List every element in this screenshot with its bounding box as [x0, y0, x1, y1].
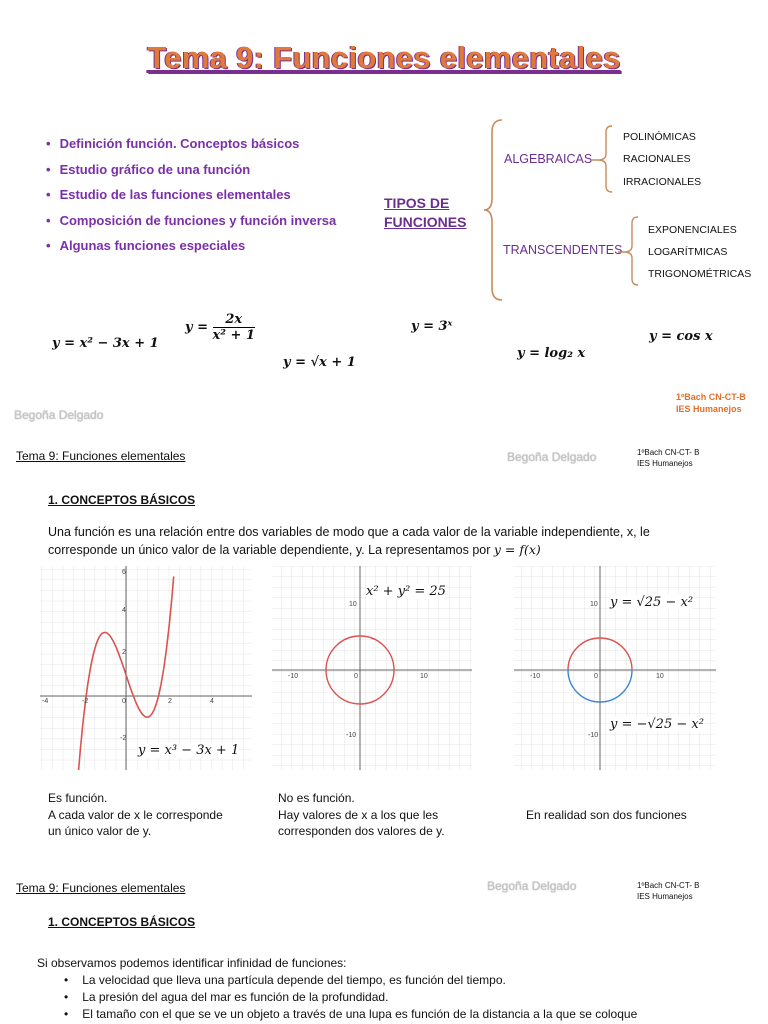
- slide-header-title: Tema 9: Funciones elementales: [16, 449, 186, 463]
- slide-author: Begoña Delgado: [507, 450, 597, 464]
- cubic-graph: [40, 566, 252, 770]
- section-heading: 1. CONCEPTOS BÁSICOS: [48, 915, 196, 929]
- tick-label: 0: [594, 673, 598, 680]
- list-item: • La velocidad que lleva una partícula depende del tiempo, es función del tiempo.: [58, 972, 637, 989]
- caption-two-functions: En realidad son dos funciones: [526, 808, 687, 822]
- tick-label: 4: [122, 607, 126, 614]
- tick-label: -10: [346, 732, 357, 739]
- tick-label: -10: [530, 673, 541, 680]
- tick-label: 10: [420, 673, 428, 680]
- algebraic-item: POLINÓMICAS: [623, 131, 696, 143]
- transcendent-item: EXPONENCIALES: [648, 224, 737, 236]
- tick-label: -4: [42, 698, 49, 705]
- tick-label: 2: [122, 649, 126, 656]
- tick-label: -10: [588, 732, 599, 739]
- intro-text: Si observamos podemos identificar infinidad de funciones:: [37, 956, 347, 970]
- tick-label: 10: [590, 601, 598, 608]
- formula-exponential: y = 3ˣ: [411, 319, 453, 334]
- definition-paragraph: Una función es una relación entre dos variables de modo que a cada valor de la variable independiente, x, le corresponde un único valor de la variable dependiente, y. La representamos por y = f(x): [48, 525, 650, 557]
- caption-not-function: No es función. Hay valores de x a los que les corresponden dos valores de y.: [278, 791, 445, 838]
- tick-label: 2: [168, 698, 172, 705]
- list-item: • La presión del agua del mar es función de la profundidad.: [58, 989, 637, 1006]
- tick-label: -2: [82, 698, 89, 705]
- tick-label: 4: [210, 698, 214, 705]
- algebraic-brace-icon: [592, 124, 618, 194]
- formula-rational: y = $\frac{2x}{\text{x² + 1}}$: [185, 312, 255, 343]
- tick-label: 6: [122, 569, 126, 576]
- topic-item: • Estudio gráfico de una función: [46, 162, 336, 188]
- algebraic-item: IRRACIONALES: [623, 176, 702, 188]
- topic-item: • Algunas funciones especiales: [46, 238, 336, 264]
- transcendent-brace-icon: [618, 215, 644, 287]
- topic-item: • Definición función. Conceptos básicos: [46, 136, 336, 162]
- tick-label: 10: [349, 601, 357, 608]
- page-title: Tema 9: Funciones elementales: [147, 40, 621, 75]
- types-heading: TIPOS DE FUNCIONES: [384, 195, 467, 230]
- slide-course-info: 1ºBach CN-CT- B IES Humanejos: [637, 448, 700, 468]
- formula-logarithmic: y = log₂ x: [517, 346, 586, 361]
- tick-label: 0: [354, 673, 358, 680]
- tick-label: 0: [122, 698, 126, 705]
- tick-label: -10: [288, 673, 299, 680]
- course-info: 1ºBach CN-CT-B IES Humanejos: [676, 392, 746, 414]
- slide-header-title: Tema 9: Funciones elementales: [16, 881, 186, 895]
- topic-list: [46, 136, 336, 264]
- formula-irrational: y = √x + 1: [283, 355, 356, 370]
- algebraic-item: RACIONALES: [623, 153, 691, 165]
- slide-author: Begoña Delgado: [487, 879, 577, 893]
- tick-label: -2: [120, 735, 127, 742]
- algebraic-label: ALGEBRAICAS: [504, 152, 593, 166]
- cubic-equation: y = x³ − 3x + 1: [138, 743, 240, 758]
- transcendent-item: LOGARÍTMICAS: [648, 246, 728, 258]
- caption-function: Es función. A cada valor de x le corresponde un único valor de y.: [48, 791, 223, 838]
- author: Begoña Delgado: [14, 408, 104, 422]
- upper-equation: y = √25 − x²: [610, 595, 694, 610]
- transcendent-label: TRANSCENDENTES: [503, 243, 623, 257]
- slide-course-info: 1ºBach CN-CT- B IES Humanejos: [637, 881, 700, 901]
- section-heading: 1. CONCEPTOS BÁSICOS: [48, 493, 196, 507]
- formula-trigonometric: y = cos x: [649, 329, 713, 344]
- transcendent-item: TRIGONOMÉTRICAS: [648, 268, 752, 280]
- example-list: [58, 972, 637, 1023]
- main-brace-icon: [480, 118, 510, 304]
- lower-equation: y = −√25 − x²: [610, 717, 704, 732]
- topic-item: • Estudio de las funciones elementales: [46, 187, 336, 213]
- list-item: • El tamaño con el que se ve un objeto a través de una lupa es función de la distancia a la que se coloque: [58, 1006, 637, 1023]
- tick-label: 10: [656, 673, 664, 680]
- topic-item: • Composición de funciones y función inversa: [46, 213, 336, 239]
- formula-polynomial: y = x² − 3x + 1: [52, 336, 159, 351]
- circle-equation: x² + y² = 25: [366, 584, 446, 599]
